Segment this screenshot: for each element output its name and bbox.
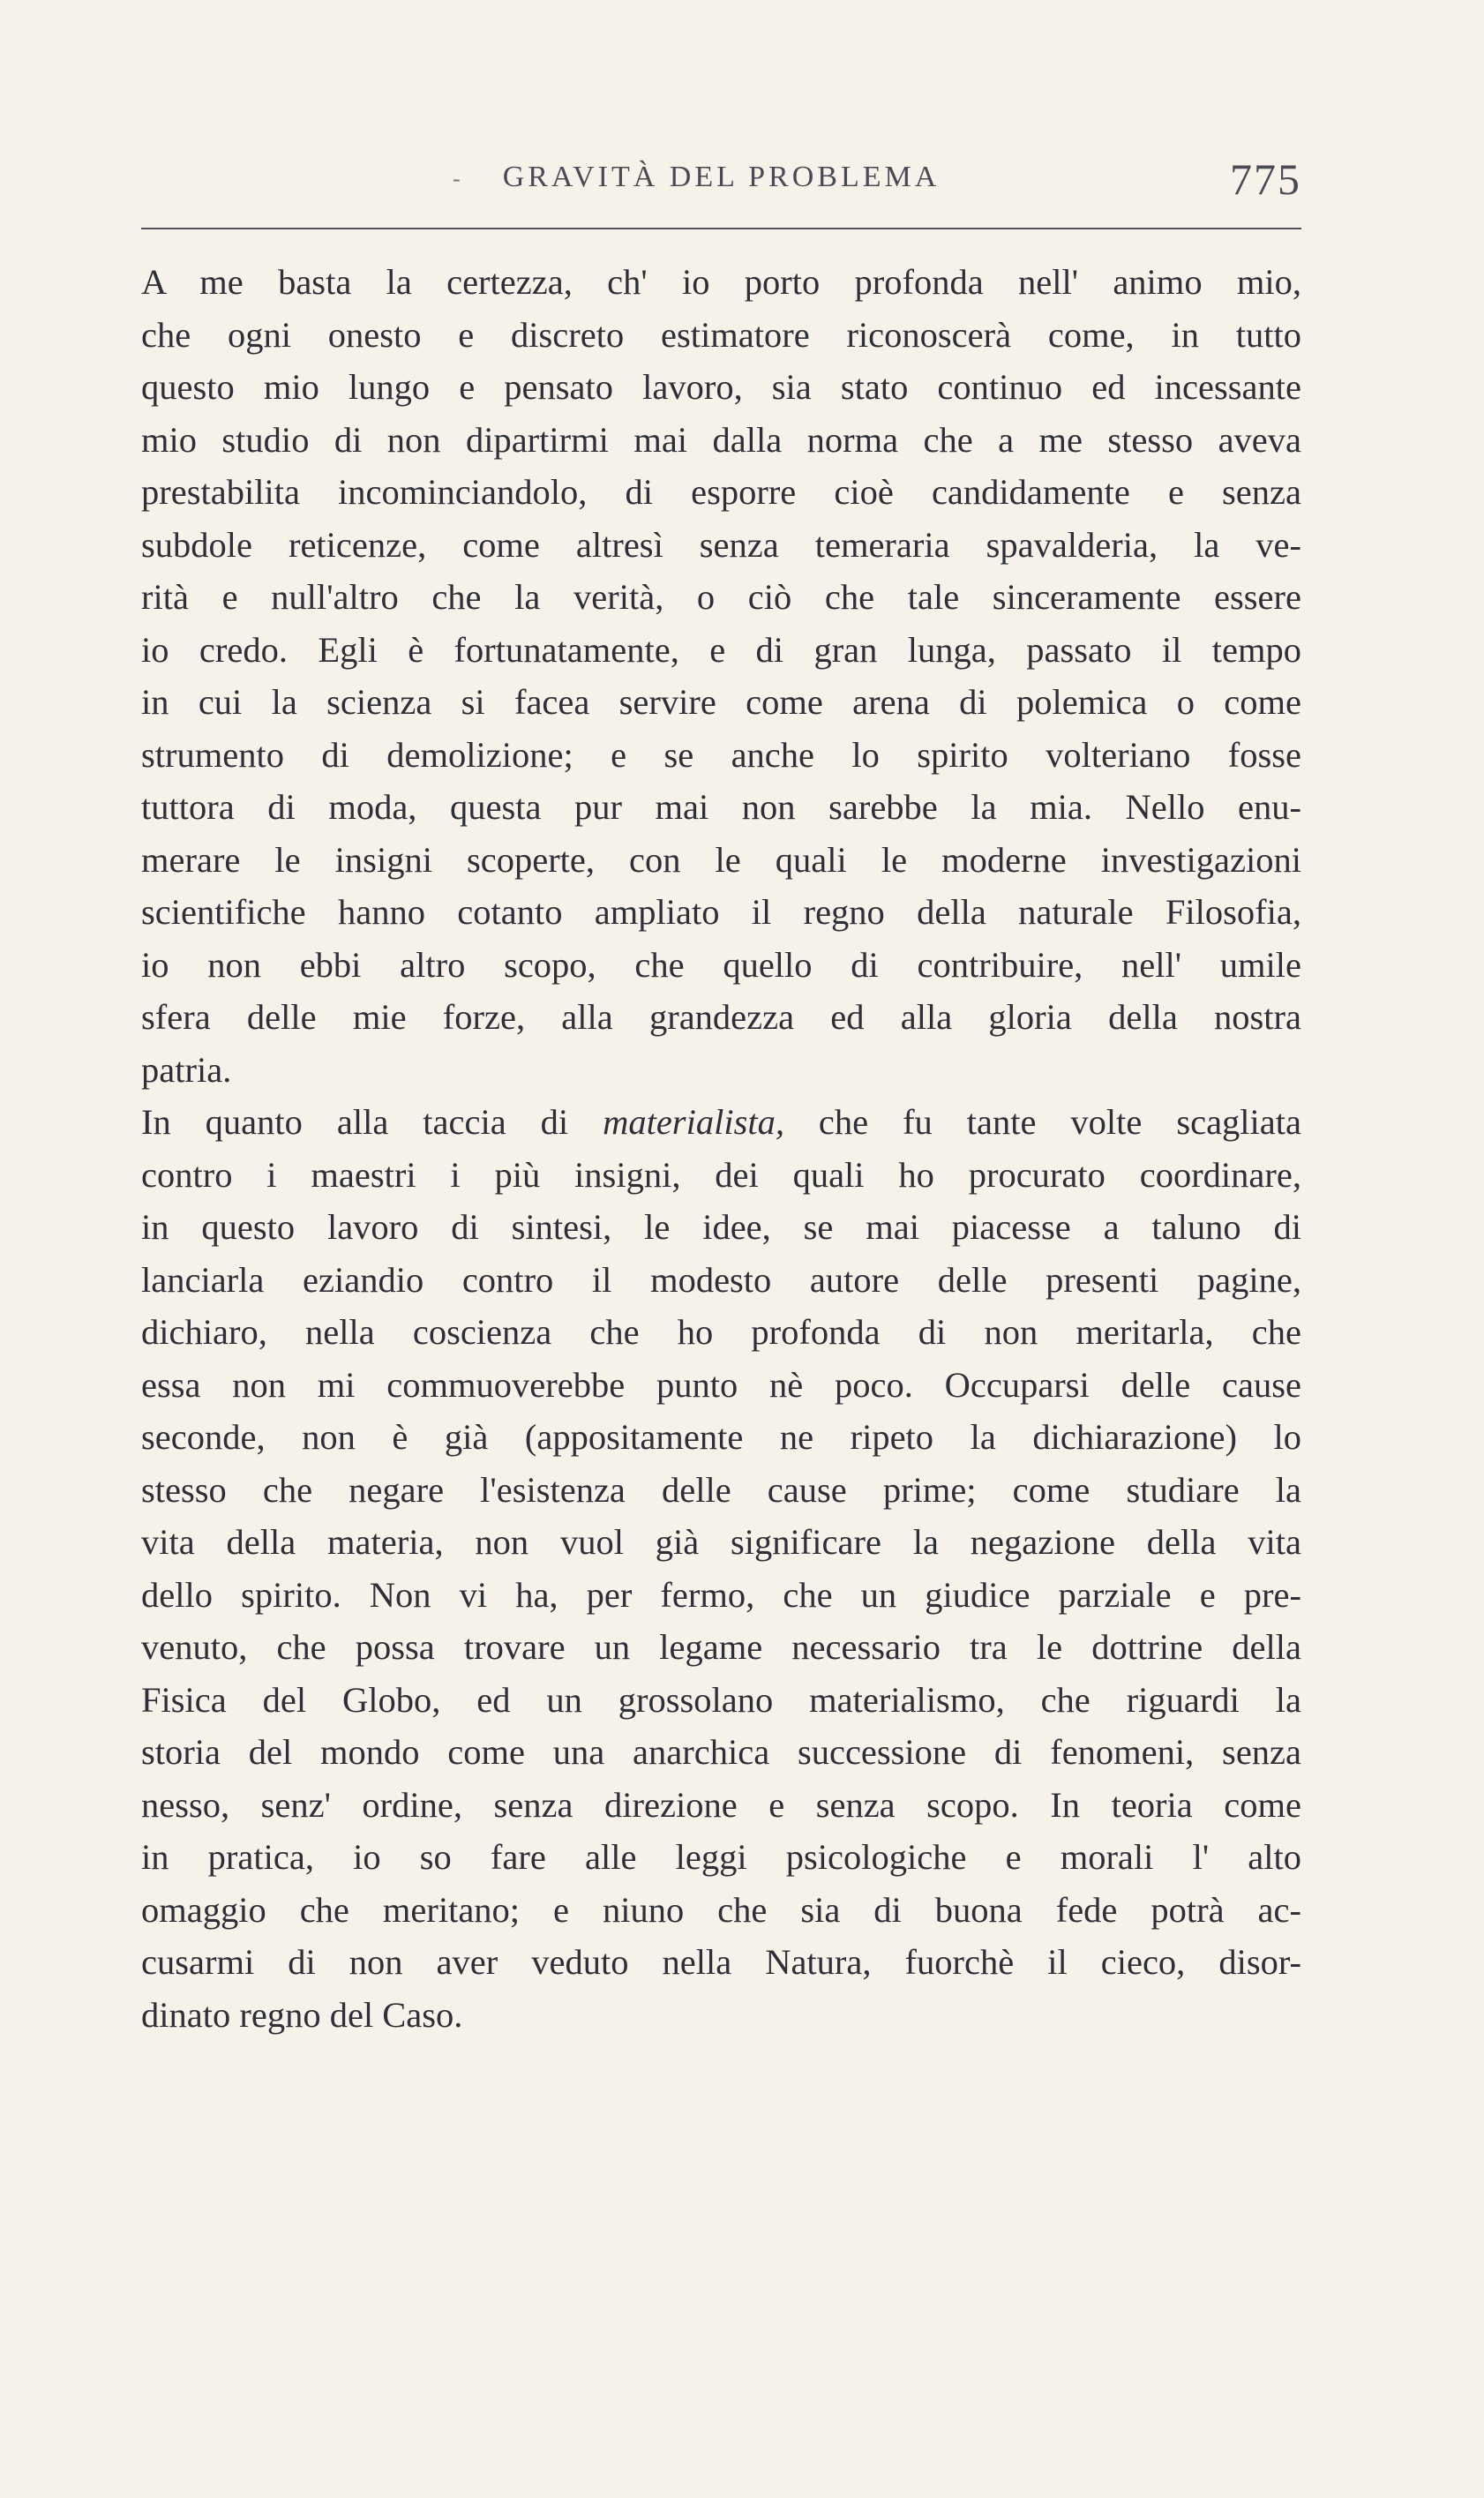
text-line: io credo. Egli è fortunatamente, e di gran lunga, passato il tempo xyxy=(141,629,1301,670)
text-line: dello spirito. Non vi ha, per fermo, che un giudice parziale e pre- xyxy=(141,1574,1301,1615)
text-line: in pratica, io so fare alle leggi psicologiche e morali l' alto xyxy=(141,1837,1301,1877)
header-rule xyxy=(141,228,1301,229)
text-line: subdole reticenze, come altresì senza temeraria spavalderia, la ve- xyxy=(141,524,1301,565)
italic-term: materialista, xyxy=(603,1102,784,1142)
text-line: vita della materia, non vuol già significare la negazione della vita xyxy=(141,1522,1301,1562)
text-line: seconde, non è già (appositamente ne ripeto la dichiarazione) lo xyxy=(141,1417,1301,1457)
text-line: contro i maestri i più insigni, dei quali ho procurato coordinare, xyxy=(141,1154,1301,1195)
text-line: prestabilita incominciandolo, di esporre cioè candidamente e senza xyxy=(141,472,1301,512)
text-line: stesso che negare l'esistenza delle cause prime; come studiare la xyxy=(141,1469,1301,1510)
text-line: dinato regno del Caso. xyxy=(141,1994,463,2035)
running-head xyxy=(141,154,1301,206)
text-segment: che fu tante volte scagliata xyxy=(783,1102,1301,1142)
text-line: nesso, senz' ordine, senza direzione e senza scopo. In teoria come xyxy=(141,1784,1301,1825)
running-title: GRAVITÀ DEL PROBLEMA xyxy=(502,161,941,193)
text-line: tuttora di moda, questa pur mai non sarebbe la mia. Nello enu- xyxy=(141,787,1301,827)
text-line: A me basta la certezza, ch' io porto profonda nell' animo mio, xyxy=(141,262,1301,302)
text-line xyxy=(141,1096,1301,1149)
text-line: Fisica del Globo, ed un grossolano materialismo, che riguardi la xyxy=(141,1679,1301,1720)
text-line: cusarmi di non aver veduto nella Natura, fuorchè il cieco, disor- xyxy=(141,1942,1301,1982)
paragraph-2 xyxy=(141,1096,1301,2041)
text-line: rità e null'altro che la verità, o ciò che tale sinceramente essere xyxy=(141,577,1301,617)
text-line: questo mio lungo e pensato lavoro, sia stato continuo ed incessante xyxy=(141,367,1301,407)
text-line: io non ebbi altro scopo, che quello di contribuire, nell' umile xyxy=(141,944,1301,985)
text-segment: In quanto alla taccia di xyxy=(141,1102,603,1142)
text-line: lanciarla eziandio contro il modesto autore delle presenti pagine, xyxy=(141,1259,1301,1300)
text-line: sfera delle mie forze, alla grandezza ed alla gloria della nostra xyxy=(141,997,1301,1037)
text-line: scientifiche hanno cotanto ampliato il regno della naturale Filosofia, xyxy=(141,892,1301,932)
text-line: storia del mondo come una anarchica successione di fenomeni, senza xyxy=(141,1732,1301,1772)
text-line: dichiaro, nella coscienza che ho profonda di non meritarla, che xyxy=(141,1312,1301,1352)
text-line: merare le insigni scoperte, con le quali le moderne investigazioni xyxy=(141,839,1301,880)
body-text xyxy=(141,256,1301,2041)
text-line: patria. xyxy=(141,1049,232,1090)
text-line: mio studio di non dipartirmi mai dalla norma che a me stesso aveva xyxy=(141,419,1301,460)
page-number: 775 xyxy=(1230,154,1301,204)
text-line: strumento di demolizione; e se anche lo spirito volteriano fosse xyxy=(141,734,1301,775)
paragraph-1 xyxy=(141,256,1301,1096)
text-line: in cui la scienza si facea servire come arena di polemica o come xyxy=(141,682,1301,722)
text-line: essa non mi commuoverebbe punto nè poco. Occuparsi delle cause xyxy=(141,1364,1301,1405)
text-line: in questo lavoro di sintesi, le idee, se mai piacesse a taluno di xyxy=(141,1207,1301,1247)
text-line: venuto, che possa trovare un legame necessario tra le dottrine della xyxy=(141,1627,1301,1667)
head-mark: - xyxy=(453,166,461,191)
text-line: che ogni onesto e discreto estimatore riconoscerà come, in tutto xyxy=(141,314,1301,355)
text-line: omaggio che meritano; e niuno che sia di buona fede potrà ac- xyxy=(141,1889,1301,1930)
